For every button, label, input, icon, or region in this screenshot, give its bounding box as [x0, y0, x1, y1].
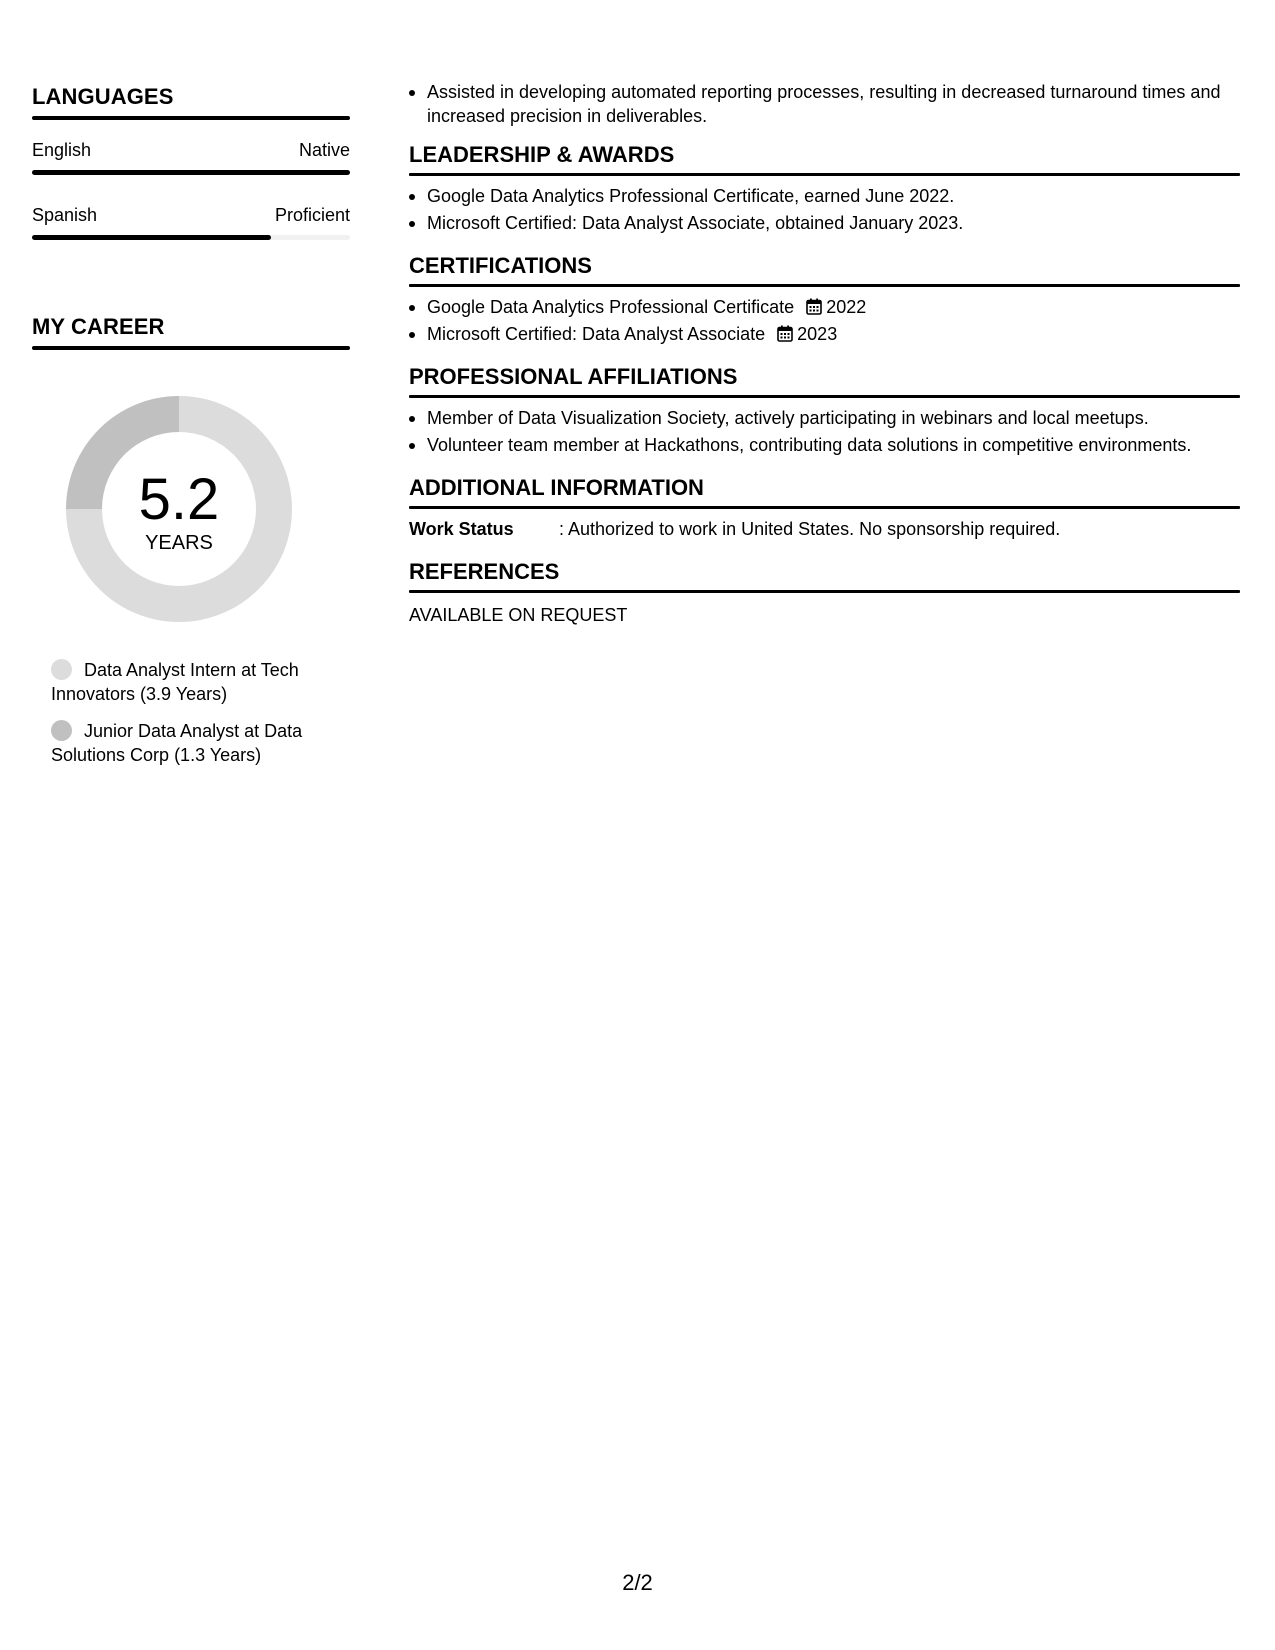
certifications-title: CERTIFICATIONS	[409, 253, 592, 278]
career-total-unit: YEARS	[145, 532, 213, 554]
list-item	[409, 322, 1240, 346]
affiliations-section	[409, 362, 1240, 457]
legend-dot-icon	[51, 720, 72, 741]
list-item	[409, 295, 1240, 319]
references-section	[409, 557, 1240, 627]
leadership-title: LEADERSHIP & AWARDS	[409, 142, 675, 167]
sidebar	[32, 82, 350, 780]
main-content	[409, 80, 1240, 627]
certifications-list	[409, 295, 1240, 346]
work-status-row	[409, 517, 1240, 541]
career-divider	[32, 346, 350, 350]
certifications-section	[409, 251, 1240, 346]
language-level: Proficient	[274, 205, 350, 225]
career-donut-chart	[66, 396, 292, 622]
career-legend-item	[51, 719, 341, 767]
list-item: Microsoft Certified: Data Analyst Associate, obtained January 2023.	[409, 211, 1240, 235]
languages-divider	[32, 116, 350, 120]
work-status-value: : Authorized to work in United States. No sponsorship required.	[559, 519, 1061, 539]
page-number: 2/2	[622, 1570, 653, 1595]
career-legend-item	[51, 658, 341, 706]
experience-bullets	[409, 80, 1240, 128]
calendar-icon	[777, 325, 793, 342]
career-donut-center	[66, 396, 292, 622]
language-proficiency-bar	[32, 170, 350, 175]
career-legend-label: Junior Data Analyst at Data Solutions Corp (1.3 Years)	[51, 721, 303, 765]
leadership-list	[409, 184, 1240, 235]
work-status-label: Work Status	[409, 519, 514, 539]
calendar-icon	[806, 298, 822, 315]
language-item	[32, 138, 350, 175]
certification-name: Microsoft Certified: Data Analyst Associate	[427, 324, 766, 344]
list-item: Volunteer team member at Hackathons, contributing data solutions in competitive environments.	[409, 433, 1240, 457]
language-proficiency-fill	[32, 235, 271, 240]
leadership-divider	[409, 173, 1240, 176]
list-item: Google Data Analytics Professional Certificate, earned June 2022.	[409, 184, 1240, 208]
certification-name: Google Data Analytics Professional Certificate	[427, 297, 795, 317]
references-divider	[409, 590, 1240, 593]
career-section	[32, 312, 350, 767]
list-item: Assisted in developing automated reporting processes, resulting in decreased turnaround times and increased precision in deliverables.	[409, 80, 1240, 128]
additional-info-divider	[409, 506, 1240, 509]
career-legend-label: Data Analyst Intern at Tech Innovators (3.9 Years)	[51, 660, 299, 704]
languages-section	[32, 82, 350, 240]
language-level: Native	[298, 140, 350, 160]
legend-dot-icon	[51, 659, 72, 680]
leadership-section	[409, 140, 1240, 235]
additional-info-title: ADDITIONAL INFORMATION	[409, 475, 704, 500]
references-title: REFERENCES	[409, 559, 560, 584]
certifications-divider	[409, 284, 1240, 287]
career-legend	[51, 658, 341, 767]
language-proficiency-bar	[32, 235, 350, 240]
language-item	[32, 203, 350, 240]
affiliations-divider	[409, 395, 1240, 398]
additional-info-section	[409, 473, 1240, 541]
language-name: Spanish	[32, 205, 98, 225]
certification-year: 2022	[826, 297, 867, 317]
languages-title: LANGUAGES	[32, 84, 174, 109]
list-item: Member of Data Visualization Society, actively participating in webinars and local meetups.	[409, 406, 1240, 430]
language-proficiency-fill	[32, 170, 350, 175]
affiliations-list	[409, 406, 1240, 457]
language-name: English	[32, 140, 92, 160]
affiliations-title: PROFESSIONAL AFFILIATIONS	[409, 364, 738, 389]
certification-year: 2023	[797, 324, 838, 344]
career-title: MY CAREER	[32, 314, 165, 339]
references-text: AVAILABLE ON REQUEST	[409, 605, 628, 625]
career-total-years: 5.2	[138, 467, 220, 532]
